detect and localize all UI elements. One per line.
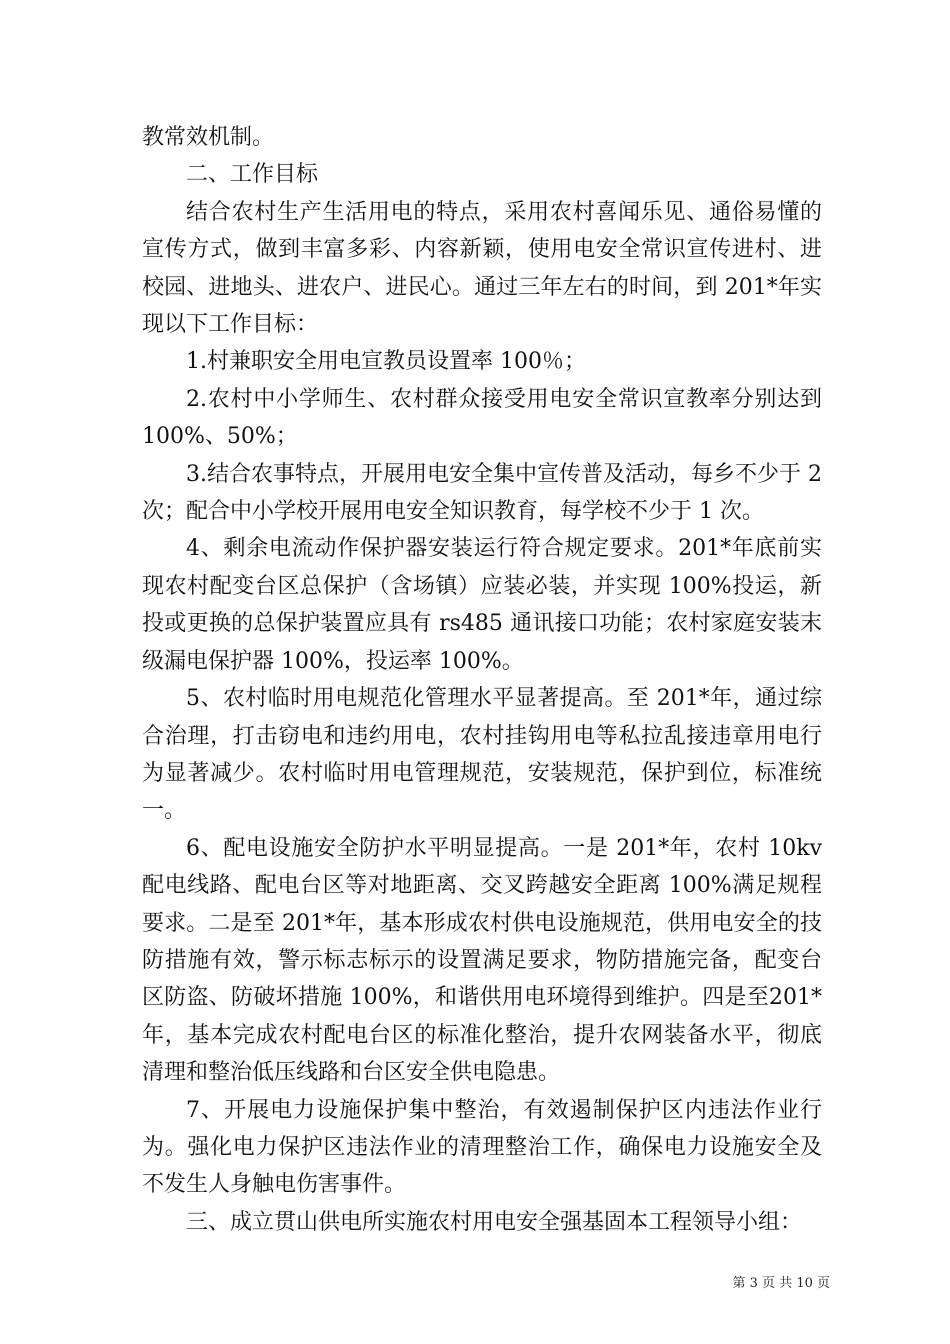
paragraph-continuation: 教常效机制。 [142, 125, 275, 150]
document-body [142, 119, 822, 1241]
goal-item-3: 3.结合农事特点，开展用电安全集中宣传普及活动，每乡不少于 2 次；配合中小学校开展用电安全知识教育，每学校不少于 1 次。 [142, 461, 822, 525]
goal-item-6: 6、配电设施安全防护水平明显提高。一是 201*年，农村 10kv配电线路、配电台区等对地距离、交叉跨越安全距离 100%满足规程要求。二是至 201*年，基本形成农村供电设施规范，供用电安全的技防措施有效，警示标志标示的设置满足要求，物防措施完备，配变台区防盗、防破坏措施 100%，和谐供用电环境得到维护。四是至201*年，基本完成农村配电台区的标准化整治，提升农网装备水平，彻底清理和整治低压线路和台区安全供电隐患。 [142, 835, 822, 1086]
goal-item-2: 2.农村中小学师生、农村群众接受用电安全常识宣教率分别达到 100%、50%； [142, 386, 822, 450]
goal-item-4: 4、剩余电流动作保护器安装运行符合规定要求。201*年底前实现农村配变台区总保护（含场镇）应装必装，并实现 100%投运，新投或更换的总保护装置应具有 rs485 通讯接口功能；农村家庭安装末级漏电保护器 100%，投运率 100%。 [142, 536, 822, 674]
goal-item-1: 1.村兼职安全用电宣教员设置率 100％； [186, 349, 586, 375]
section-heading-leadership: 三、成立贯山供电所实施农村用电安全强基固本工程领导小组： [186, 1209, 803, 1235]
section-heading-goals: 二、工作目标 [186, 162, 319, 188]
goal-item-7: 7、开展电力设施保护集中整治，有效遏制保护区内违法作业行为。强化电力保护区违法作业的清理整治工作，确保电力设施安全及不发生人身触电伤害事件。 [142, 1097, 822, 1198]
paragraph-intro: 结合农村生产生活用电的特点，采用农村喜闻乐见、通俗易懂的宣传方式，做到丰富多彩、内容新颖，使用电安全常识宣传进村、进校园、进地头、进农户、进民心。通过三年左右的时间，到 201*年实现以下工作目标： [142, 199, 822, 338]
goal-item-5: 5、农村临时用电规范化管理水平显著提高。至 201*年，通过综合治理，打击窃电和违约用电，农村挂钩用电等私拉乱接违章用电行为显著减少。农村临时用电管理规范，安装规范，保护到位，标准统一。 [142, 686, 822, 824]
page-number: 第 3 页 共 10 页 [732, 1276, 830, 1291]
